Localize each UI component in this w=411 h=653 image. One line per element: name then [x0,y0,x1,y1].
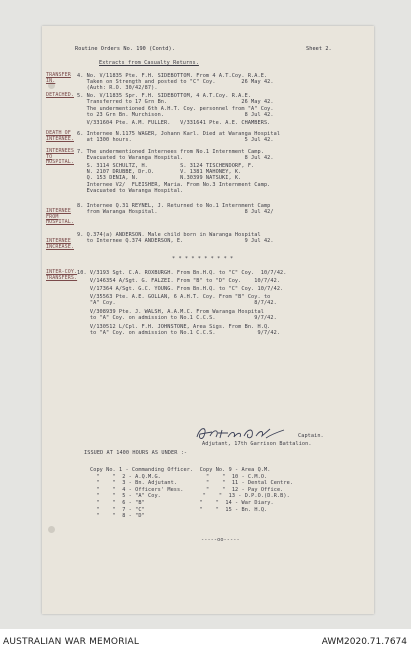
order-line: to "A" Coy. on admission to No.1 C.C.S. 9/7/42. [77,315,277,321]
order-line: 4. No. V/11835 Pte. F.H. SIDEBOTTOM. From 4 A.T.Coy. R.A.E. [77,73,268,79]
order-line: V/308939 Pte. J. WALSH, A.A.M.C. From Waranga Hospital [77,309,264,315]
margin-heading: INTERNEES TO HOSPITAL. [46,148,74,166]
order-line: V/17364 A/Sgt. G.C. YOUNG. From Bn.H.Q. to "C" Coy. 10/7/42. [77,286,284,292]
margin-heading: INTER-COY. TRANSFERS. [46,269,78,281]
order-line: N. 2107 DRUBBE, Dr.O. V. 1381 MAHONEY, K. [77,169,242,175]
order-line: V/331604 Pte. A.M. FULLER. V/331641 Pte. A.E. CHAMBERS. [77,120,271,126]
order-line: Evacuated to Waranga Hospital. [77,188,184,194]
distribution-line: " " 6 - "B" " " 14 - War Diary. [90,500,274,506]
punch-hole [48,526,55,533]
distribution-line: " " 7 - "C" " " 15 - Bn. H.Q. [90,506,268,513]
order-line: V/35563 Pte. A.E. GOLLAN, 6 A.H.T. Coy. From "B" Coy. to [77,294,271,300]
margin-heading: INTERNEE FROM HOSPITAL. [46,208,74,226]
order-line: at 1300 hours. 5 Jul 42. [77,137,274,143]
order-line: 7. The undermentioned Internees from No.1 Internment Camp. [77,149,264,155]
order-line: V/130512 L/Cpl. F.H. JOHNSTONE, Area Sigs. From Bn. H.Q. [77,324,271,330]
order-line: Transferred to 17 Grn Bn. 26 May 42. [77,99,274,105]
distribution-line: " " 5 - "A" Coy. " " 13 - D.P.O.(D.R.B). [90,493,290,500]
order-line: Q. 153 DENIA, N. N.30399 NATSUKI, K. [77,175,242,181]
signatory-rank: Captain. [298,433,324,439]
order-line: The undermentioned 6th A.H.T. Coy. personnel from "A" Coy. [77,106,274,112]
archive-name: AUSTRALIAN WAR MEMORIAL [3,637,140,647]
handwritten-signature [194,424,286,442]
end-mark: -----oo----- [201,537,240,543]
margin-heading: DETACHED. [46,92,74,98]
signatory-title: Adjutant, 17th Garrison Battalion. [202,441,312,447]
order-line: from Waranga Hospital. 8 Jul 42/ [77,209,274,215]
distribution-line: " " 2 - A.Q.M.G. " " 10 - C.M.O. [90,473,268,480]
separator: * * * * * * * * * * [172,256,234,262]
order-line: 8. Internee Q.31 REYNEL, J. Returned to No.1 Internment Camp [77,203,271,209]
order-line: 5. No. V/11835 Spr. F.H. SIDEBOTTOM, 4 A.T.Coy. R.A.E. [77,93,252,99]
distribution-line: Copy No. 1 - Commanding Officer. Copy No. 9 - Area Q.M. [90,467,271,473]
margin-heading: INTERNEE INCREASE. [46,238,74,250]
margin-heading: TRANSFER IN. [46,72,71,84]
sheet-number: Sheet 2. [306,46,332,52]
order-line: "A" Coy. 8/7/42. [77,300,277,306]
order-line: 10. V/3193 Sgt. C.A. ROXBURGH. From Bn.H.Q. to "C" Coy. 10/7/42. [77,270,287,276]
order-line: to "A" Coy. on admission to No.1 C.C.S. 9/7/42. [77,330,281,336]
document-page [42,26,374,614]
order-line: to Internee Q.374 ANDERSON, E. 9 Jul 42. [77,238,274,244]
order-line: (Auth: R.O. 30/42/87). [77,85,158,91]
order-line: V/146354 A/Sgt. G. FALZEI. From "B" to "D" Coy. 10/7/42. [77,278,281,284]
archive-footer [0,629,411,653]
order-line: Evacuated to Waranga Hospital. 8 Jul 42. [77,155,274,161]
distribution-line: " " 3 - Bn. Adjutant. " " 11 - Dental Centre. [90,480,294,487]
distribution-line: " " 8 - "D" [90,513,145,520]
margin-heading: DEATH OF INTERNEE. [46,130,74,142]
order-line: Taken on Strength and posted to "C" Coy. 26 May 42. [77,79,274,85]
section-subtitle: Extracts from Casualty Returns. [99,60,199,66]
order-line: to 23 Grn Bn. Murchison. 8 Jul 42. [77,112,274,118]
order-line: Internee V2/ FLEISHER, Maria. From No.3 Internment Camp. [77,182,271,188]
order-line: 6. Internee N.1175 WAGER, Johann Karl. Died at Waranga Hospital [77,131,281,137]
accession-number: AWM2020.71.7674 [321,637,407,647]
distribution-line: " " 4 - Officers' Mess. " " 12 - Pay Office. [90,486,284,493]
order-title: Routine Orders No. 190 (Contd). [75,46,175,52]
order-line: 9. Q.374(a) ANDERSON. Male child born in Waranga Hospital [77,232,261,238]
issued-line: ISSUED AT 1400 HOURS AS UNDER :- [84,450,188,456]
order-line: S. 3114 SCHULTZ, H. S. 3124 TISCHENDORF, F. [77,163,255,169]
